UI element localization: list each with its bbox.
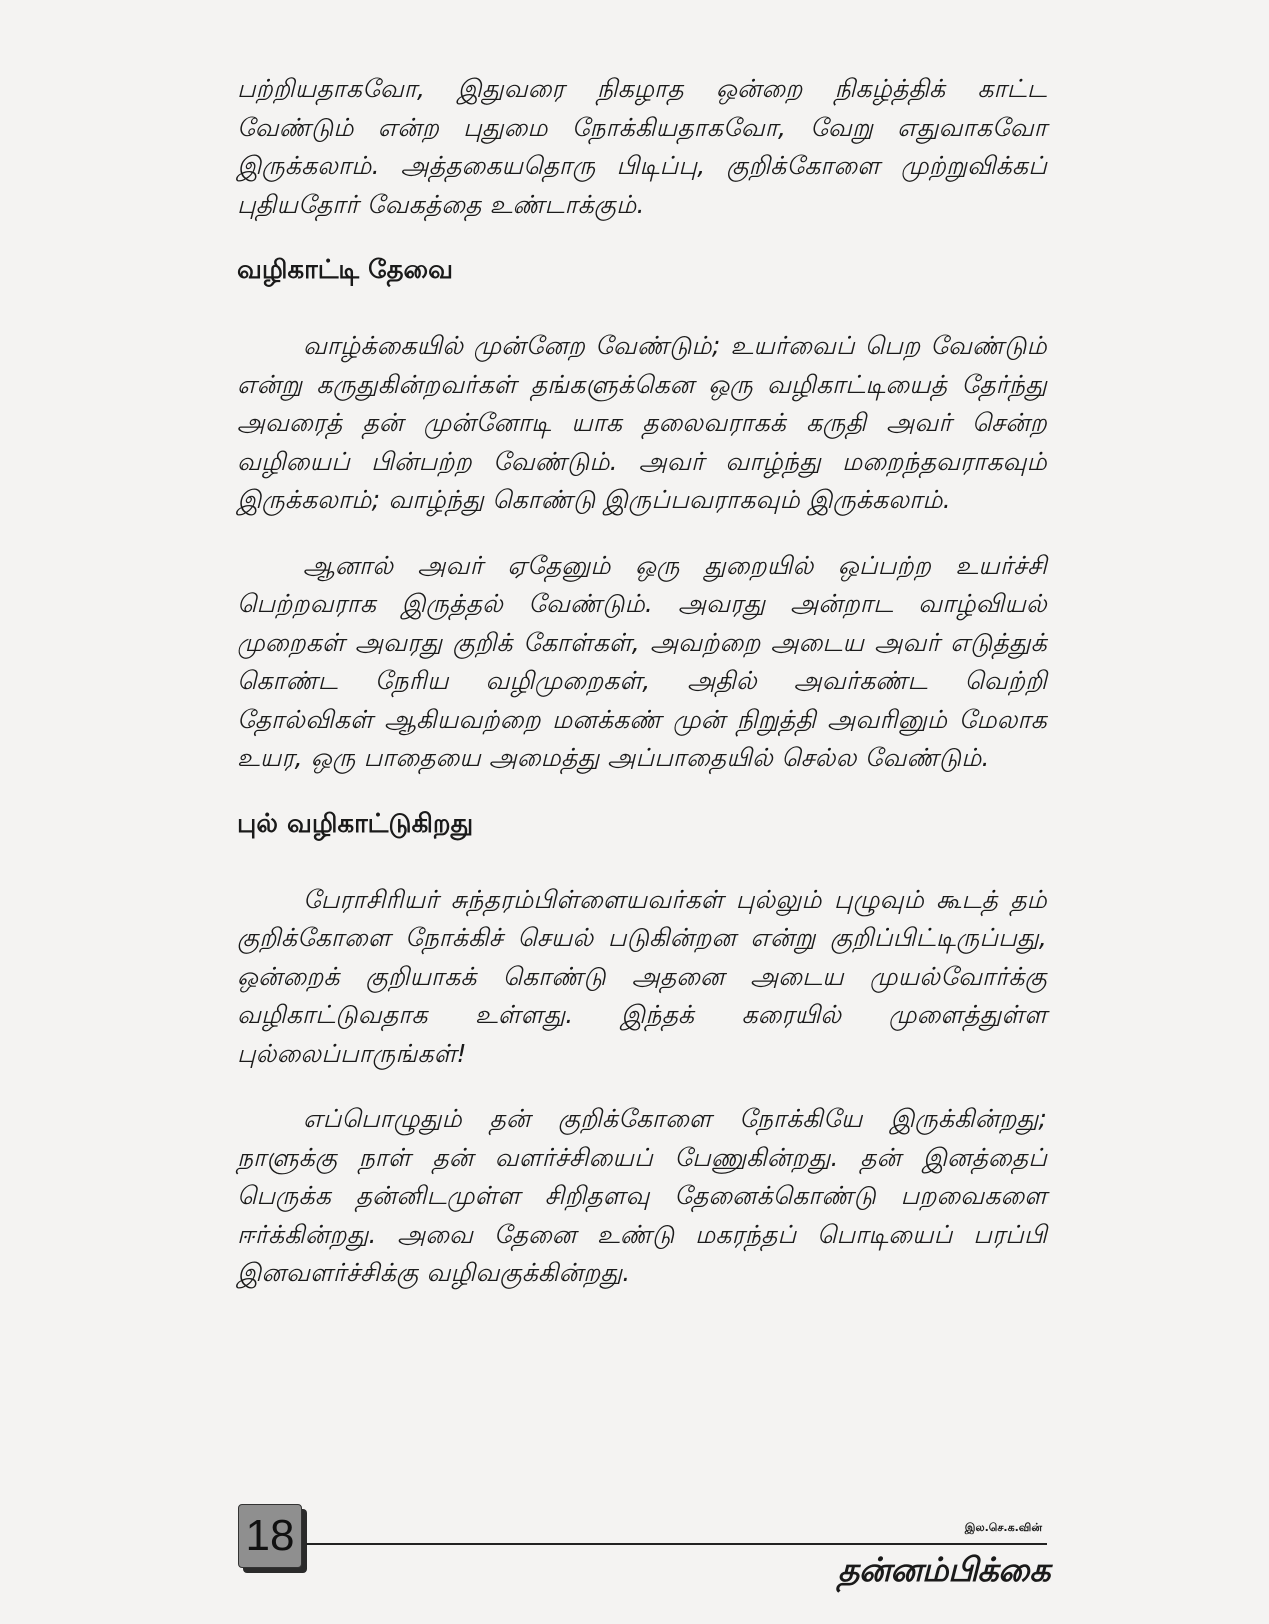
paragraph-guide-2: ஆனால் அவர் ஏதேனும் ஒரு துறையில் ஒப்பற்ற உயர்ச்சி பெற்றவராக இருத்தல் வேண்டும். அவரது அன்றாட வாழ்வியல் முறைகள் அவரது குறிக் கோள்கள், அவற்றை அடைய அவர் எடுத்துக் கொண்ட நேரிய வழிமுறைகள், அதில் அவர்கண்ட வெற்றி தோல்விகள் ஆகியவற்றை மனக்கண் முன் நிறுத்தி அவரினும் மேலாக உயர, ஒரு பாதையை அமைத்து அப்பாதையில் செல்ல வேண்டும்.	[237, 550, 1047, 772]
page-body	[237, 70, 1047, 1320]
footer-author: இல.செ.க.வின்	[964, 1521, 1042, 1534]
paragraph-grass-2: எப்பொழுதும் தன் குறிக்கோளை நோக்கியே இருக்கின்றது; நாளுக்கு நாள் தன் வளர்ச்சியைப் பேணுகின்றது. தன் இனத்தைப் பெருக்க தன்னிடமுள்ள சிறிதளவு தேனைக்கொண்டு பறவைகளை ஈர்க்கின்றது. அவை தேனை உண்டு மகரந்தப் பொடியைப் பரப்பி இனவளர்ச்சிக்கு வழிவகுக்கின்றது.	[237, 1104, 1047, 1287]
section-heading-grass-guides: புல் வழிகாட்டுகிறது	[237, 808, 474, 839]
page-number: 18	[245, 1511, 295, 1560]
paragraph-continued: பற்றியதாகவோ, இதுவரை நிகழாத ஒன்றை நிகழ்த்திக் காட்ட வேண்டும் என்ற புதுமை நோக்கியதாகவோ, வேறு எதுவாகவோ இருக்கலாம். அத்தகையதொரு பிடிப்பு, குறிக்கோளை முற்றுவிக்கப் புதியதோர் வேகத்தை உண்டாக்கும்.	[237, 74, 1047, 219]
footer-divider	[306, 1543, 1047, 1545]
page-number-box	[238, 1504, 302, 1568]
paragraph-guide-1: வாழ்க்கையில் முன்னேற வேண்டும்; உயர்வைப் பெற வேண்டும் என்று கருதுகின்றவர்கள் தங்களுக்கென ஒரு வழிகாட்டியைத் தேர்ந்து அவரைத் தன் முன்னோடி யாக தலைவராகக் கருதி அவர் சென்ற வழியைப் பின்பற்ற வேண்டும். அவர் வாழ்ந்து மறைந்தவராகவும் இருக்கலாம்; வாழ்ந்து கொண்டு இருப்பவராகவும் இருக்கலாம்.	[237, 331, 1047, 514]
section-heading-guide-needed: வழிகாட்டி தேவை	[237, 255, 454, 285]
footer-book-title: தன்னம்பிக்கை	[837, 1550, 1050, 1589]
paragraph-grass-1: பேராசிரியர் சுந்தரம்பிள்ளையவர்கள் புல்லும் புழுவும் கூடத் தம் குறிக்கோளை நோக்கிச் செயல் படுகின்றன என்று குறிப்பிட்டிருப்பது, ஒன்றைக் குறியாகக் கொண்டு அதனை அடைய முயல்வோர்க்கு வழிகாட்டுவதாக உள்ளது. இந்தக் கரையில் முளைத்துள்ள புல்லைப்பாருங்கள்!	[237, 884, 1047, 1068]
